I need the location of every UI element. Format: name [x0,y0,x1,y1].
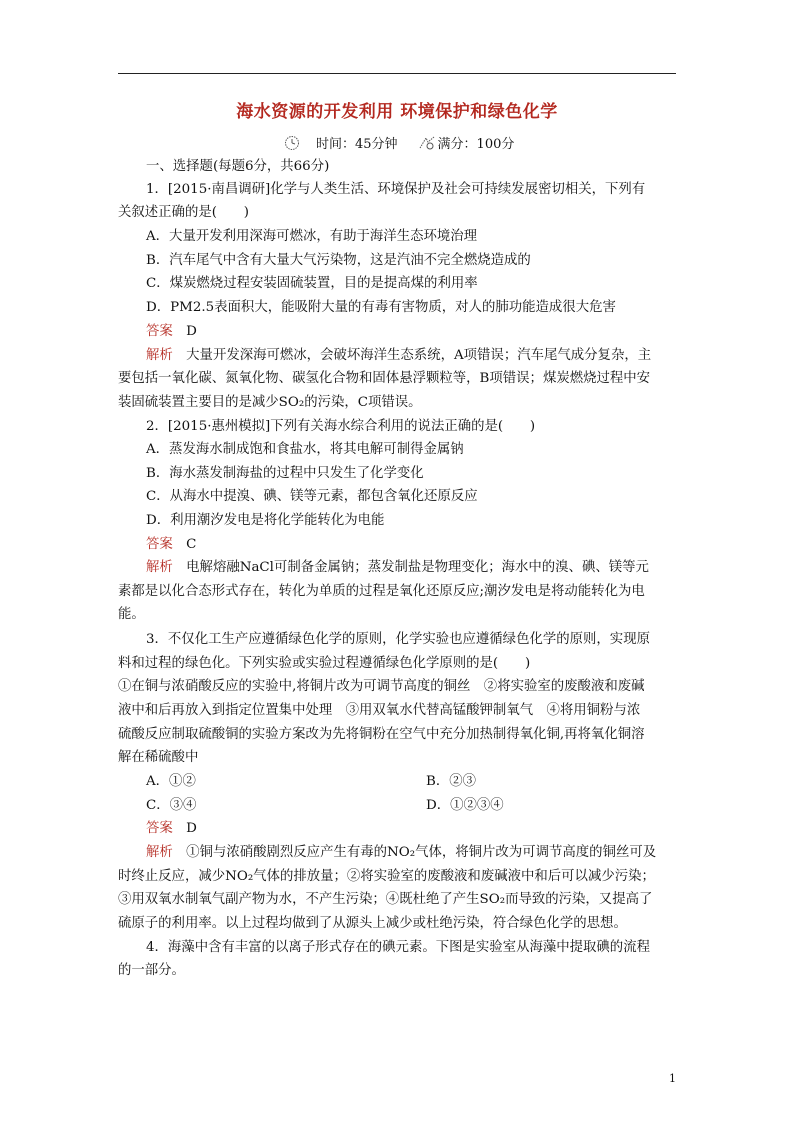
answer-label: 答案 [146,537,173,552]
q3-option-a: A．①② [146,774,196,789]
q3-option-b: B．②③ [426,774,477,789]
q3-stem-line-1: 3．不仅化工生产应遵循绿色化学的原则，化学实验也应遵循绿色化学的原则，实现原 [146,632,650,647]
analysis-label: 解析 [146,845,173,860]
q2-option-c: C．从海水中提溴、碘、镁等元素，都包含氧化还原反应 [146,489,478,504]
q1-answer [146,323,197,341]
q4-stem-line-1: 4．海藻中含有丰富的以离子形式存在的碘元素。下图是实验室从海藻中提取碘的流程 [146,940,650,955]
time-limit: 时间：45分钟 [316,137,398,152]
q3-option-c: C．③④ [146,798,197,813]
q2-option-b: B．海水蒸发制海盐的过程中只发生了化学变化 [146,466,424,481]
section-heading: 一、选择题(每题6分，共66分) [146,159,330,174]
q2-analysis-line-1: 解析 电解熔融NaCl可制备金属钠；蒸发制盐是物理变化；海水中的溴、碘、镁等元 [146,560,649,575]
q1-option-b: B．汽车尾气中含有大量大气污染物，这是汽油不完全燃烧造成的 [146,253,531,268]
q2-analysis-line-3: 能。 [118,607,145,622]
exam-meta [284,133,518,152]
answer-label: 答案 [146,324,173,339]
q2-stem-line-1: 2．[2015·惠州模拟]下列有关海水综合利用的说法正确的是( ) [146,419,536,434]
page-title: 海水资源的开发利用 环境保护和绿色化学 [236,102,558,122]
q3-stem-line-5: 硫酸反应制取硫酸铜的实验方案改为先将铜粉在空气中充分加热制得氧化铜,再将氧化铜溶 [118,727,645,742]
q3-stem-line-4: 液中和后再放入到指定位置集中处理 ③用双氧水代替高锰酸钾制氧气 ④将用铜粉与浓 [118,703,641,718]
q1-analysis-line-1: 解析 大量开发深海可燃冰，会破坏海洋生态系统，A项错误；汽车尾气成分复杂，主 [146,348,652,363]
q2-option-a: A．蒸发海水制成饱和食盐水，将其电解可制得金属钠 [146,442,464,457]
answer-value: C [186,537,197,552]
q2-answer [146,536,196,554]
q4-stem-line-2: 的一部分。 [118,963,185,978]
q3-option-d: D．①②③④ [426,798,504,813]
q1-stem-line-2: 关叙述正确的是( ) [118,205,249,220]
answer-value: D [186,324,197,339]
q1-option-a: A．大量开发利用深海可燃冰，有助于海洋生态环境治理 [146,229,478,244]
answer-label: 答案 [146,821,173,836]
q3-answer [146,820,197,838]
q3-analysis-line-4: 硫原子的利用率。以上过程均做到了从源头上减少或杜绝污染，符合绿色化学的思想。 [118,916,627,931]
answer-value: D [186,821,197,836]
q2-analysis-line-2: 素都是以化合态形式存在，转化为单质的过程是氧化还原反应;潮汐发电是将动能转化为电 [118,584,645,599]
q1-stem-line-1: 1．[2015·南昌调研]化学与人类生活、环境保护及社会可持续发展密切相关，下列有 [146,182,646,197]
q1-analysis-line-2: 要包括一氧化碳、氮氧化物、碳氢化合物和固体悬浮颗粒等，B项错误；煤炭燃烧过程中安 [118,371,651,386]
q3-analysis-line-2: 时终止反应，减少NO₂气体的排放量；②将实验室的废酸液和废碱液中和后可以减少污染； [118,869,655,884]
page-number: 1 [669,1072,676,1085]
full-score: 满分：100分 [437,137,515,152]
clock-icon [284,135,300,151]
header-rule [118,73,676,74]
q1-analysis-line-3: 装固硫装置主要目的是减少SO₂的污染，C项错误。 [118,395,422,410]
q1-option-d: D．PM2.5表面积大，能吸附大量的有毒有害物质，对人的肺功能造成很大危害 [146,300,616,315]
score-icon [418,135,434,151]
q3-analysis-line-1: 解析 ①铜与浓硝酸剧烈反应产生有毒的NO₂气体，将铜片改为可调节高度的铜丝可及 [146,845,657,860]
q3-analysis-line-3: ③用双氧水制氧气副产物为水，不产生污染；④既杜绝了产生SO₂而导致的污染，又提高了 [118,892,653,907]
q3-stem-line-2: 料和过程的绿色化。下列实验或实验过程遵循绿色化学原则的是( ) [118,656,531,671]
analysis-label: 解析 [146,560,173,575]
q3-stem-line-6: 解在稀硫酸中 [118,750,199,765]
q3-stem-line-3: ①在铜与浓硝酸反应的实验中,将铜片改为可调节高度的铜丝 ②将实验室的废酸液和废碱 [118,679,645,694]
q1-option-c: C．煤炭燃烧过程安装固硫装置，目的是提高煤的利用率 [146,276,478,291]
q2-option-d: D．利用潮汐发电是将化学能转化为电能 [146,513,385,528]
analysis-label: 解析 [146,348,173,363]
